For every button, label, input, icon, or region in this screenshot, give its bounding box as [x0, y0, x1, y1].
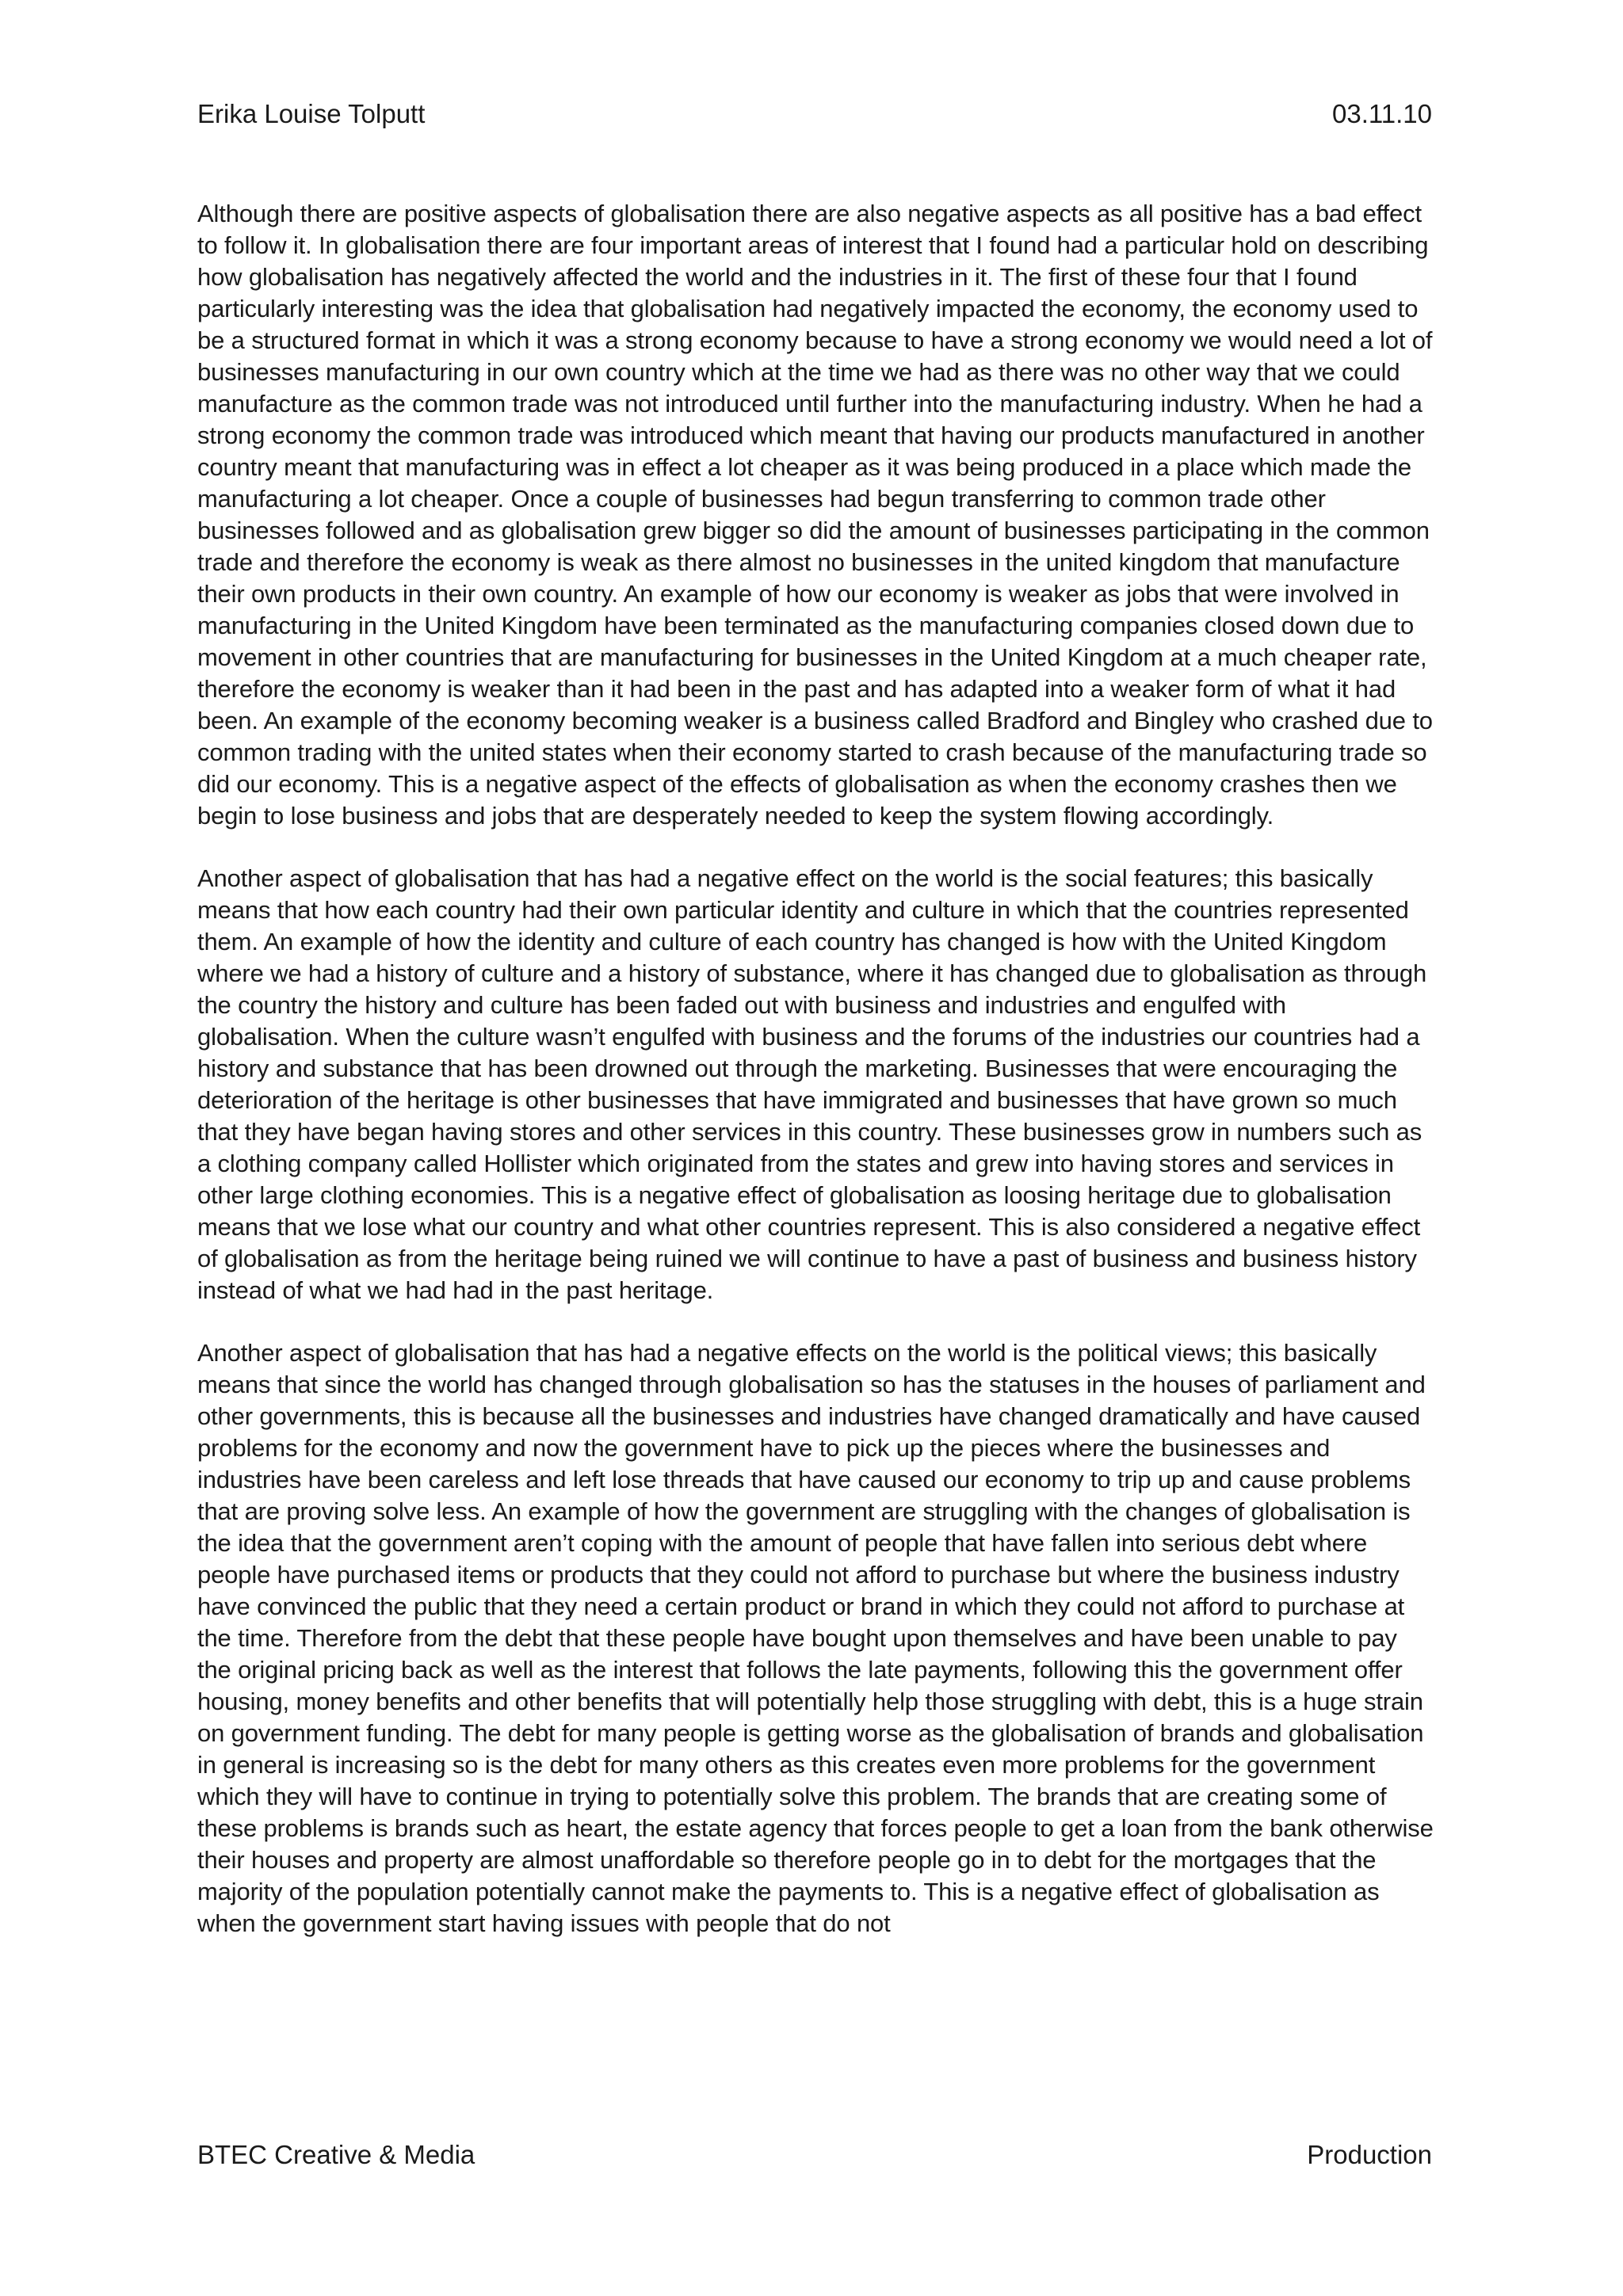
- page-footer: [197, 2139, 1432, 2171]
- paragraph-social: Another aspect of globalisation that has had a negative effect on the world is the social features; this basically means that how each country had their own particular identity and culture in which that the countries represented them. An example of how the identity and culture of each country has changed is how with the United Kingdom where we had a history of culture and a history of substance, where it has changed due to globalisation as through the country the history and culture has been faded out with business and industries and engulfed with globalisation. When the culture wasn’t engulfed with business and the forums of the industries our countries had a history and substance that has been drowned out through the marketing. Businesses that were encouraging the deterioration of the heritage is other businesses that have immigrated and businesses that have grown so much that they have began having stores and other services in this country. These businesses grow in numbers such as a clothing company called Hollister which originated from the states and grew into having stores and services in other large clothing economies. This is a negative effect of globalisation as loosing heritage due to globalisation means that we lose what our country and what other countries represent. This is also considered a negative effect of globalisation as from the heritage being ruined we will continue to have a past of business and business history instead of what we had had in the past heritage.: [197, 864, 1427, 1304]
- unit-name: Production: [1307, 2140, 1432, 2169]
- paragraph-political: Another aspect of globalisation that has had a negative effects on the world is the political views; this basically means that since the world has changed through globalisation so has the statuses in the houses of parliament and other governments, this is because all the businesses and industries have changed dramatically and have caused problems for the economy and now the government have to pick up the pieces where the businesses and industries have been careless and left lose threads that have caused our economy to trip up and cause problems that are proving solve less. An example of how the government are struggling with the changes of globalisation is the idea that the government aren’t coping with the amount of people that have fallen into serious debt where people have purchased items or products that they could not afford to purchase but where the business industry have convinced the public that they need a certain product or brand in which they could not afford to purchase at the time. Therefore from the debt that these people have bought upon themselves and have been unable to pay the original pricing back as well as the interest that follows the late payments, following this the government offer housing, money benefits and other benefits that will potentially help those struggling with debt, this is a huge strain on government funding. The debt for many people is getting worse as the globalisation of brands and globalisation in general is increasing so is the debt for many others as this creates even more problems for the government which they will have to continue in trying to potentially solve this problem. The brands that are creating some of these problems is brands such as heart, the estate agency that forces people to get a loan from the bank otherwise their houses and property are almost unaffordable so therefore people go in to debt for the mortgages that the majority of the population potentially cannot make the payments to. This is a negative effect of globalisation as when the government start having issues with people that do not: [197, 1339, 1434, 1937]
- page-header: [197, 98, 1432, 130]
- author-name: Erika Louise Tolputt: [197, 99, 426, 128]
- document-date: 03.11.10: [1331, 99, 1432, 128]
- essay-body: [197, 198, 1434, 1970]
- course-name: BTEC Creative & Media: [197, 2140, 475, 2169]
- paragraph-economy: Although there are positive aspects of globalisation there are also negative aspects as all positive has a bad effect to follow it. In globalisation there are four important areas of interest that I found had a particular hold on describing how globalisation has negatively affected the world and the industries in it. The first of these four that I found particularly interesting was the idea that globalisation had negatively impacted the economy, the economy used to be a structured format in which it was a strong economy because to have a strong economy we would need a lot of businesses manufacturing in our own country which at the time we had as there was no other way that we could manufacture as the common trade was not introduced until further into the manufacturing industry. When he had a strong economy the common trade was introduced which meant that having our products manufactured in another country meant that manufacturing was in effect a lot cheaper as it was being produced in a place which made the manufacturing a lot cheaper. Once a couple of businesses had begun transferring to common trade other businesses followed and as globalisation grew bigger so did the amount of businesses participating in the common trade and therefore the economy is weak as there almost no businesses in the united kingdom that manufacture their own products in their own country. An example of how our economy is weaker as jobs that were involved in manufacturing in the United Kingdom have been terminated as the manufacturing companies closed down due to movement in other countries that are manufacturing for businesses in the United Kingdom at a much cheaper rate, therefore the economy is weaker than it had been in the past and has adapted into a weaker form of what it had been. An example of the economy becoming weaker is a business called Bradford and Bingley who crashed due to common trading with the united states when their economy started to crash because of the manufacturing trade so did our economy. This is a negative aspect of the effects of globalisation as when the economy crashes then we begin to lose business and jobs that are desperately needed to keep the system flowing accordingly.: [197, 200, 1433, 830]
